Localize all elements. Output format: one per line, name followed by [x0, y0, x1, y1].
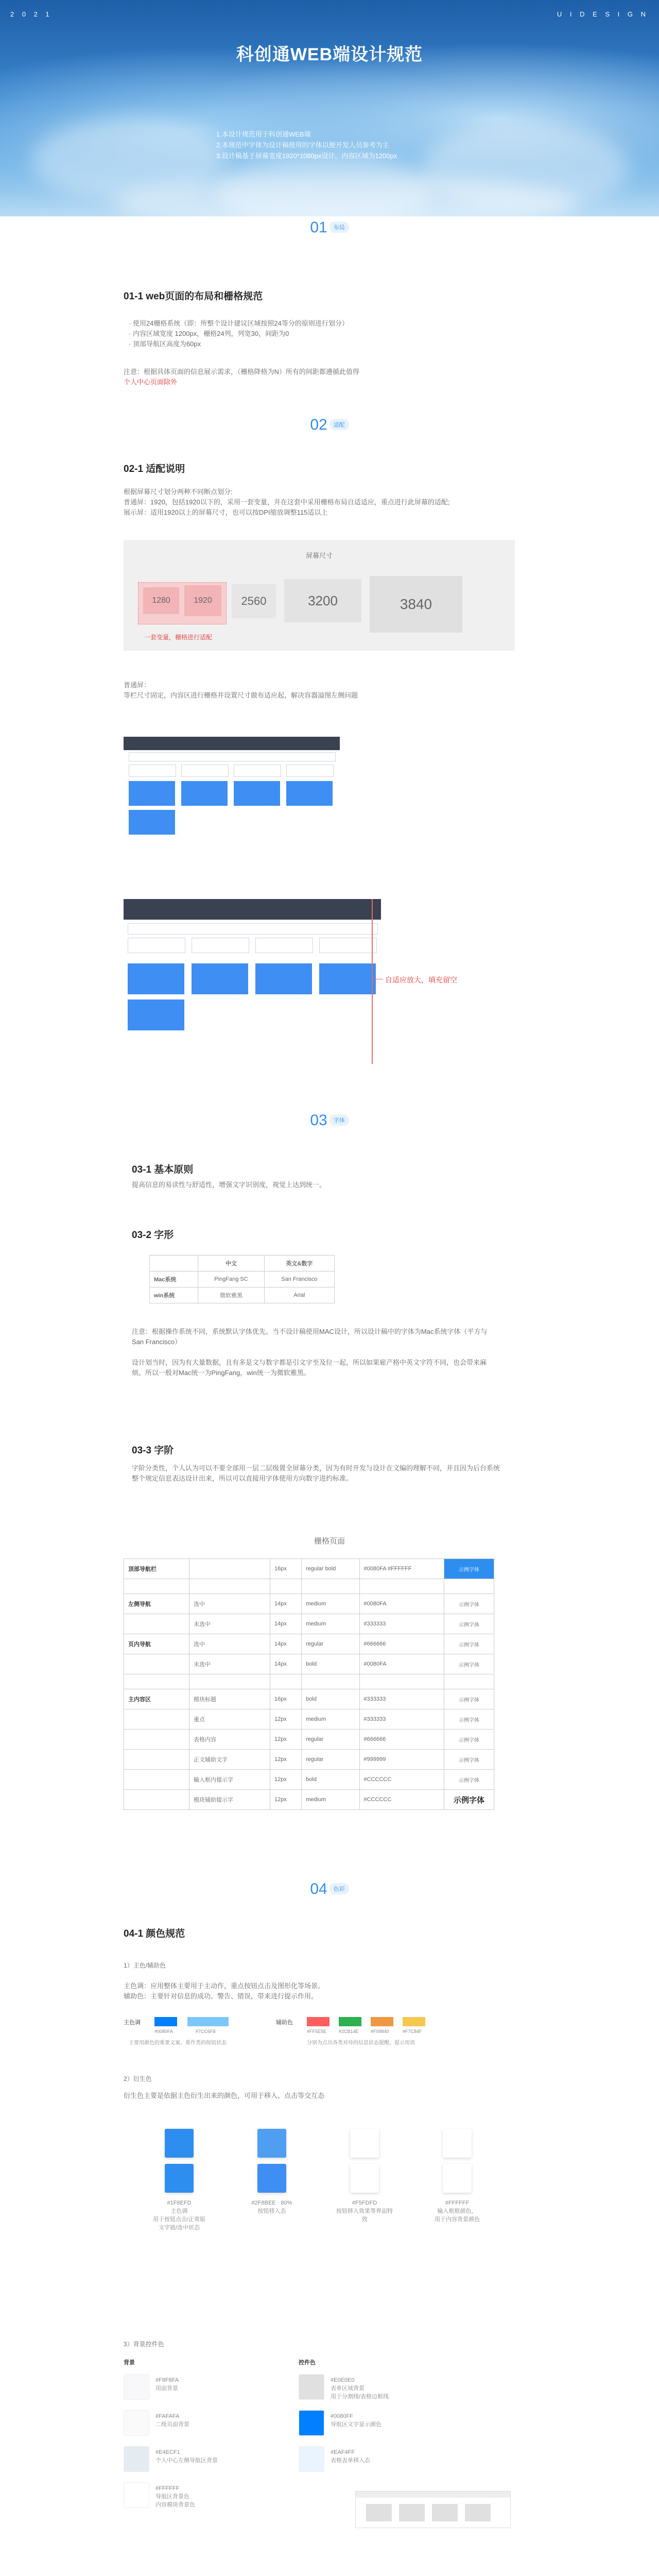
section-label: 字体: [330, 1114, 349, 1126]
main-hex: #7CC6F8: [196, 2029, 216, 2034]
font-scale-heading: 03-3 字阶: [132, 1445, 174, 1456]
layout-note-red: 个人中心页面除外: [124, 378, 178, 386]
screen-size-title: 屏幕尺寸: [305, 552, 333, 560]
main-color-swatch: [154, 2017, 177, 2026]
breakpoint-note: 一套变量，栅格进行适配: [144, 634, 213, 641]
derive-color-label: #1F8EFD 主色调 用于按钮点击/正常版 文字链/选中状态: [152, 2200, 206, 2231]
aux-color-swatch: [339, 2017, 361, 2026]
bg-color-label: #0080FF 导航区文字显示颜色: [331, 2413, 381, 2428]
aux-color-swatch: [403, 2017, 425, 2026]
derive-color-label: #2F8BEE · 80% 按钮移入态: [251, 2200, 292, 2214]
derive-color-card: [443, 2164, 472, 2193]
font-principle-text: 提高信息的易读性与舒适性，增强文字识别度，视觉上达到统一。: [132, 1181, 326, 1189]
type-table-row: 重点 12px medium #333333 示例字体: [124, 1709, 494, 1730]
type-table-row: 正文辅助文字 12px regular #999999 示例字体: [124, 1750, 494, 1770]
layout-rules: [129, 318, 349, 349]
bg-color-label: #EAF4FF 表格表单移入态: [331, 2449, 370, 2464]
layout-heading: 01-1 web页面的布局和栅格规范: [124, 291, 263, 302]
color-main-desc: 主色调：应用整体主要用于主动作，重点按钮点击及图形化等场景。 辅助色：主要针对信息的成功、警告、错误，带来进行提示作用。: [124, 1982, 325, 2000]
main-hex: #0080FA: [154, 2029, 174, 2034]
derive-color-card: [257, 2164, 286, 2193]
section-04-badge: [0, 1880, 659, 1898]
type-table-row: 左侧导航 选中 14px medium #0080FA 示例字体: [124, 1594, 494, 1614]
type-table-title: 栅格页面: [314, 1537, 345, 1546]
size-1280: 1280: [143, 587, 179, 614]
adapt-callout: 自适应放大，填充留空: [385, 976, 457, 984]
hero-points: [216, 129, 397, 161]
main-color-note: 主要用颜色的重要文案、重作类的按钮状态: [129, 2040, 227, 2046]
type-table-row: [124, 1579, 494, 1594]
color-sub-derive: 2）衍生色: [124, 2075, 152, 2082]
section-number: 04: [310, 1880, 327, 1897]
type-table-row: 未选中 14px bold #0080FA 示例字体: [124, 1654, 494, 1674]
layout-rule: · 使用24栅格系统（即：所整个设计建议区域按照24等分的原则进行划分）: [129, 319, 349, 327]
hero-point: 2.本规范中字体为设计稿使用的字体以便开发人员参考为主: [216, 141, 389, 149]
font-note: 设计划当时，因为有大量数据，且有多是文与数字都是引文字至及位一起，所以如果雇产格中英文字符不同，也会带来麻烦。所以一般对Mac统一为PingFang，win统一为微软雅黑。: [132, 1359, 487, 1377]
size-2560: 2560: [232, 584, 276, 618]
layout-note: [124, 367, 359, 387]
hero-point: 1.本设计规范用于科创通WEB端: [216, 130, 311, 138]
bg-color-label: #F8F8FA 用面背景: [155, 2377, 179, 2392]
color-sub-bg: 3）背景控件色: [124, 2341, 164, 2348]
layout-rule: · 内容区域宽度 1200px，栅格24列，列宽30，间距为0: [129, 330, 289, 337]
bg-color-swatch: [299, 2446, 324, 2472]
hero-year: 2 0 2 1: [10, 10, 53, 18]
section-02-badge: [0, 416, 659, 434]
derive-desc: 衍生色主要是依据主色衍生出来的颜色，可用于移入、点击等交互态: [124, 2092, 325, 2099]
adapt-desc-line: 等栏尺寸固定，内容区进行栅格并设置尺寸做布适应起，解决容器溢图左侧问题: [124, 691, 358, 699]
font-note: 注意：根据操作系统不同，系统默认字体优先。当不设计稿使用MAC设计，所以设计稿中的字体为Mac系统字体（平方与San Francisco）: [132, 1328, 488, 1346]
type-table-row: [124, 1674, 494, 1689]
hero-point: 3.设计稿基于屏幕宽度1920*1080px设计，内容区域为1200px: [216, 152, 397, 160]
section-03-badge: [0, 1112, 659, 1129]
aux-color-swatch: [307, 2017, 330, 2026]
hero-banner: [0, 0, 659, 216]
size-3840: 3840: [370, 576, 462, 633]
font-note: [132, 1347, 492, 1358]
section-number: 03: [310, 1112, 327, 1129]
derive-color-card: [165, 2164, 194, 2193]
size-3200: 3200: [284, 579, 361, 622]
bg-color-label: #E0E0E0 表单区域背景 用于分割线/表格边框线: [331, 2377, 389, 2400]
layout-note-text: 注意：根据具体页面的信息展示需求，（栅格降格为N）所有的间距都遵循此值得: [124, 368, 359, 376]
bg-color-swatch: [124, 2446, 149, 2472]
control-mockup: [355, 2491, 511, 2528]
size-1920: 1920: [184, 585, 221, 616]
section-label: 适配: [330, 419, 349, 430]
adapt-description: [124, 487, 449, 518]
adapt-line: 普通屏：1920，包括1920以下的，采用一套变量，并在这套中采用栅格布局自适适应，重点进行此屏幕的适配;: [124, 498, 450, 506]
bg-color-label: #FAFAFA 二级页面背景: [155, 2413, 189, 2428]
aux-hex: #F09840: [371, 2029, 389, 2034]
font-scale-text: 字阶分类性，个人认为可以不要全部用一层二层级置全屏幕分类，因为有时开发与设计在文编的理解不同，并且因为后台系统整个规定信息表达设计出来，所以可以直接用字体使用方向数字进约标准。: [132, 1464, 500, 1482]
aux-hex: #FF5E5E: [307, 2029, 327, 2034]
section-label: 布局: [330, 222, 349, 233]
derive-color-card: [350, 2129, 379, 2158]
font-principle-heading: 03-1 基本原则: [132, 1164, 194, 1175]
font-shape-notes: [132, 1327, 492, 1378]
section-label: 色彩: [330, 1883, 349, 1894]
type-table-row: 主内容区 模块标题 16px bold #333333 示例字体: [124, 1689, 494, 1709]
type-table-row: 顶部导航栏 16px regular bold #0080FA #FFFFFF 示例字体: [124, 1559, 494, 1579]
bg-color-swatch: [124, 2482, 149, 2508]
font-shape-heading: 03-2 字形: [132, 1230, 174, 1241]
type-table-row: 输入框内提示字 12px bold #CCCCCC 示例字体: [124, 1770, 494, 1790]
type-scale-table: [124, 1558, 494, 1810]
type-table-row: 模块辅助提示字 12px medium #CCCCCC 示例字体: [124, 1790, 494, 1810]
derive-color-card: [257, 2129, 286, 2158]
aux-color-label: 辅助色: [276, 2020, 293, 2026]
derive-color-label: #FFFFFF 输入框框颜色， 用于内容背景颜色: [435, 2200, 480, 2223]
bg-color-swatch: [299, 2410, 324, 2436]
adapt-line: 根据屏幕尺寸划分两种不同断点划分:: [124, 488, 233, 496]
type-table-row: 未选中 14px medium #333333 示例字体: [124, 1614, 494, 1634]
page-title: 科创通WEB端设计规范: [236, 45, 423, 64]
section-01-badge: [0, 219, 659, 236]
derive-color-card: [443, 2129, 472, 2158]
adapt-normal-desc: [124, 680, 358, 701]
main-color-swatch: [187, 2017, 229, 2026]
aux-hex: #2CB14E: [339, 2029, 359, 2034]
type-table-row: 表格内容 12px regular #666666 示例字体: [124, 1730, 494, 1750]
type-table-row: 页内导航 选中 14px regular #666666 示例字体: [124, 1634, 494, 1654]
derive-color-card: [350, 2164, 379, 2193]
bg-right-title: 控件色: [299, 2360, 316, 2366]
section-number: 01: [310, 219, 327, 236]
aux-color-swatch: [371, 2017, 393, 2026]
section-number: 02: [310, 416, 327, 433]
screen-size-box: [124, 540, 515, 651]
aux-color-note: 分别为点出各类对待的信息状态提醒，提示用语: [307, 2040, 415, 2046]
bg-color-swatch: [124, 2374, 149, 2400]
aux-hex: #F7C84F: [403, 2029, 422, 2034]
color-heading: 04-1 颜色规范: [124, 1928, 185, 1939]
bg-color-label: #E4ECF1 个人中心左侧导航区背景: [155, 2449, 218, 2464]
adapt-heading: 02-1 适配说明: [124, 464, 185, 474]
main-color-label: 主色调: [124, 2020, 141, 2026]
color-sub-main: 1）主色/辅助色: [124, 1962, 166, 1969]
derive-color-card: [165, 2129, 194, 2158]
font-family-table: 中文 英文&数字 Mac系统 PingFang SC San Francisco win系统 微软雅黑 Arial: [149, 1255, 335, 1303]
bg-color-label: #FFFFFF 导航区背景色 内容模块背景色: [155, 2485, 195, 2508]
layout-rule: · 顶部导航区高度为60px: [129, 340, 201, 348]
derive-color-label: #F5FDFD 按钮移入效果等界面特效: [336, 2200, 393, 2223]
bg-left-title: 背景: [124, 2360, 135, 2366]
adapt-desc-line: 普通屏：: [124, 681, 151, 689]
bg-color-swatch: [124, 2410, 149, 2436]
adapt-line: 展示屏：适用1920以上的屏幕尺寸，也可以按DPI缩放调整115适以上: [124, 509, 328, 516]
hero-ui-design: U I D E S I G N: [557, 10, 649, 18]
bg-color-swatch: [299, 2374, 324, 2400]
